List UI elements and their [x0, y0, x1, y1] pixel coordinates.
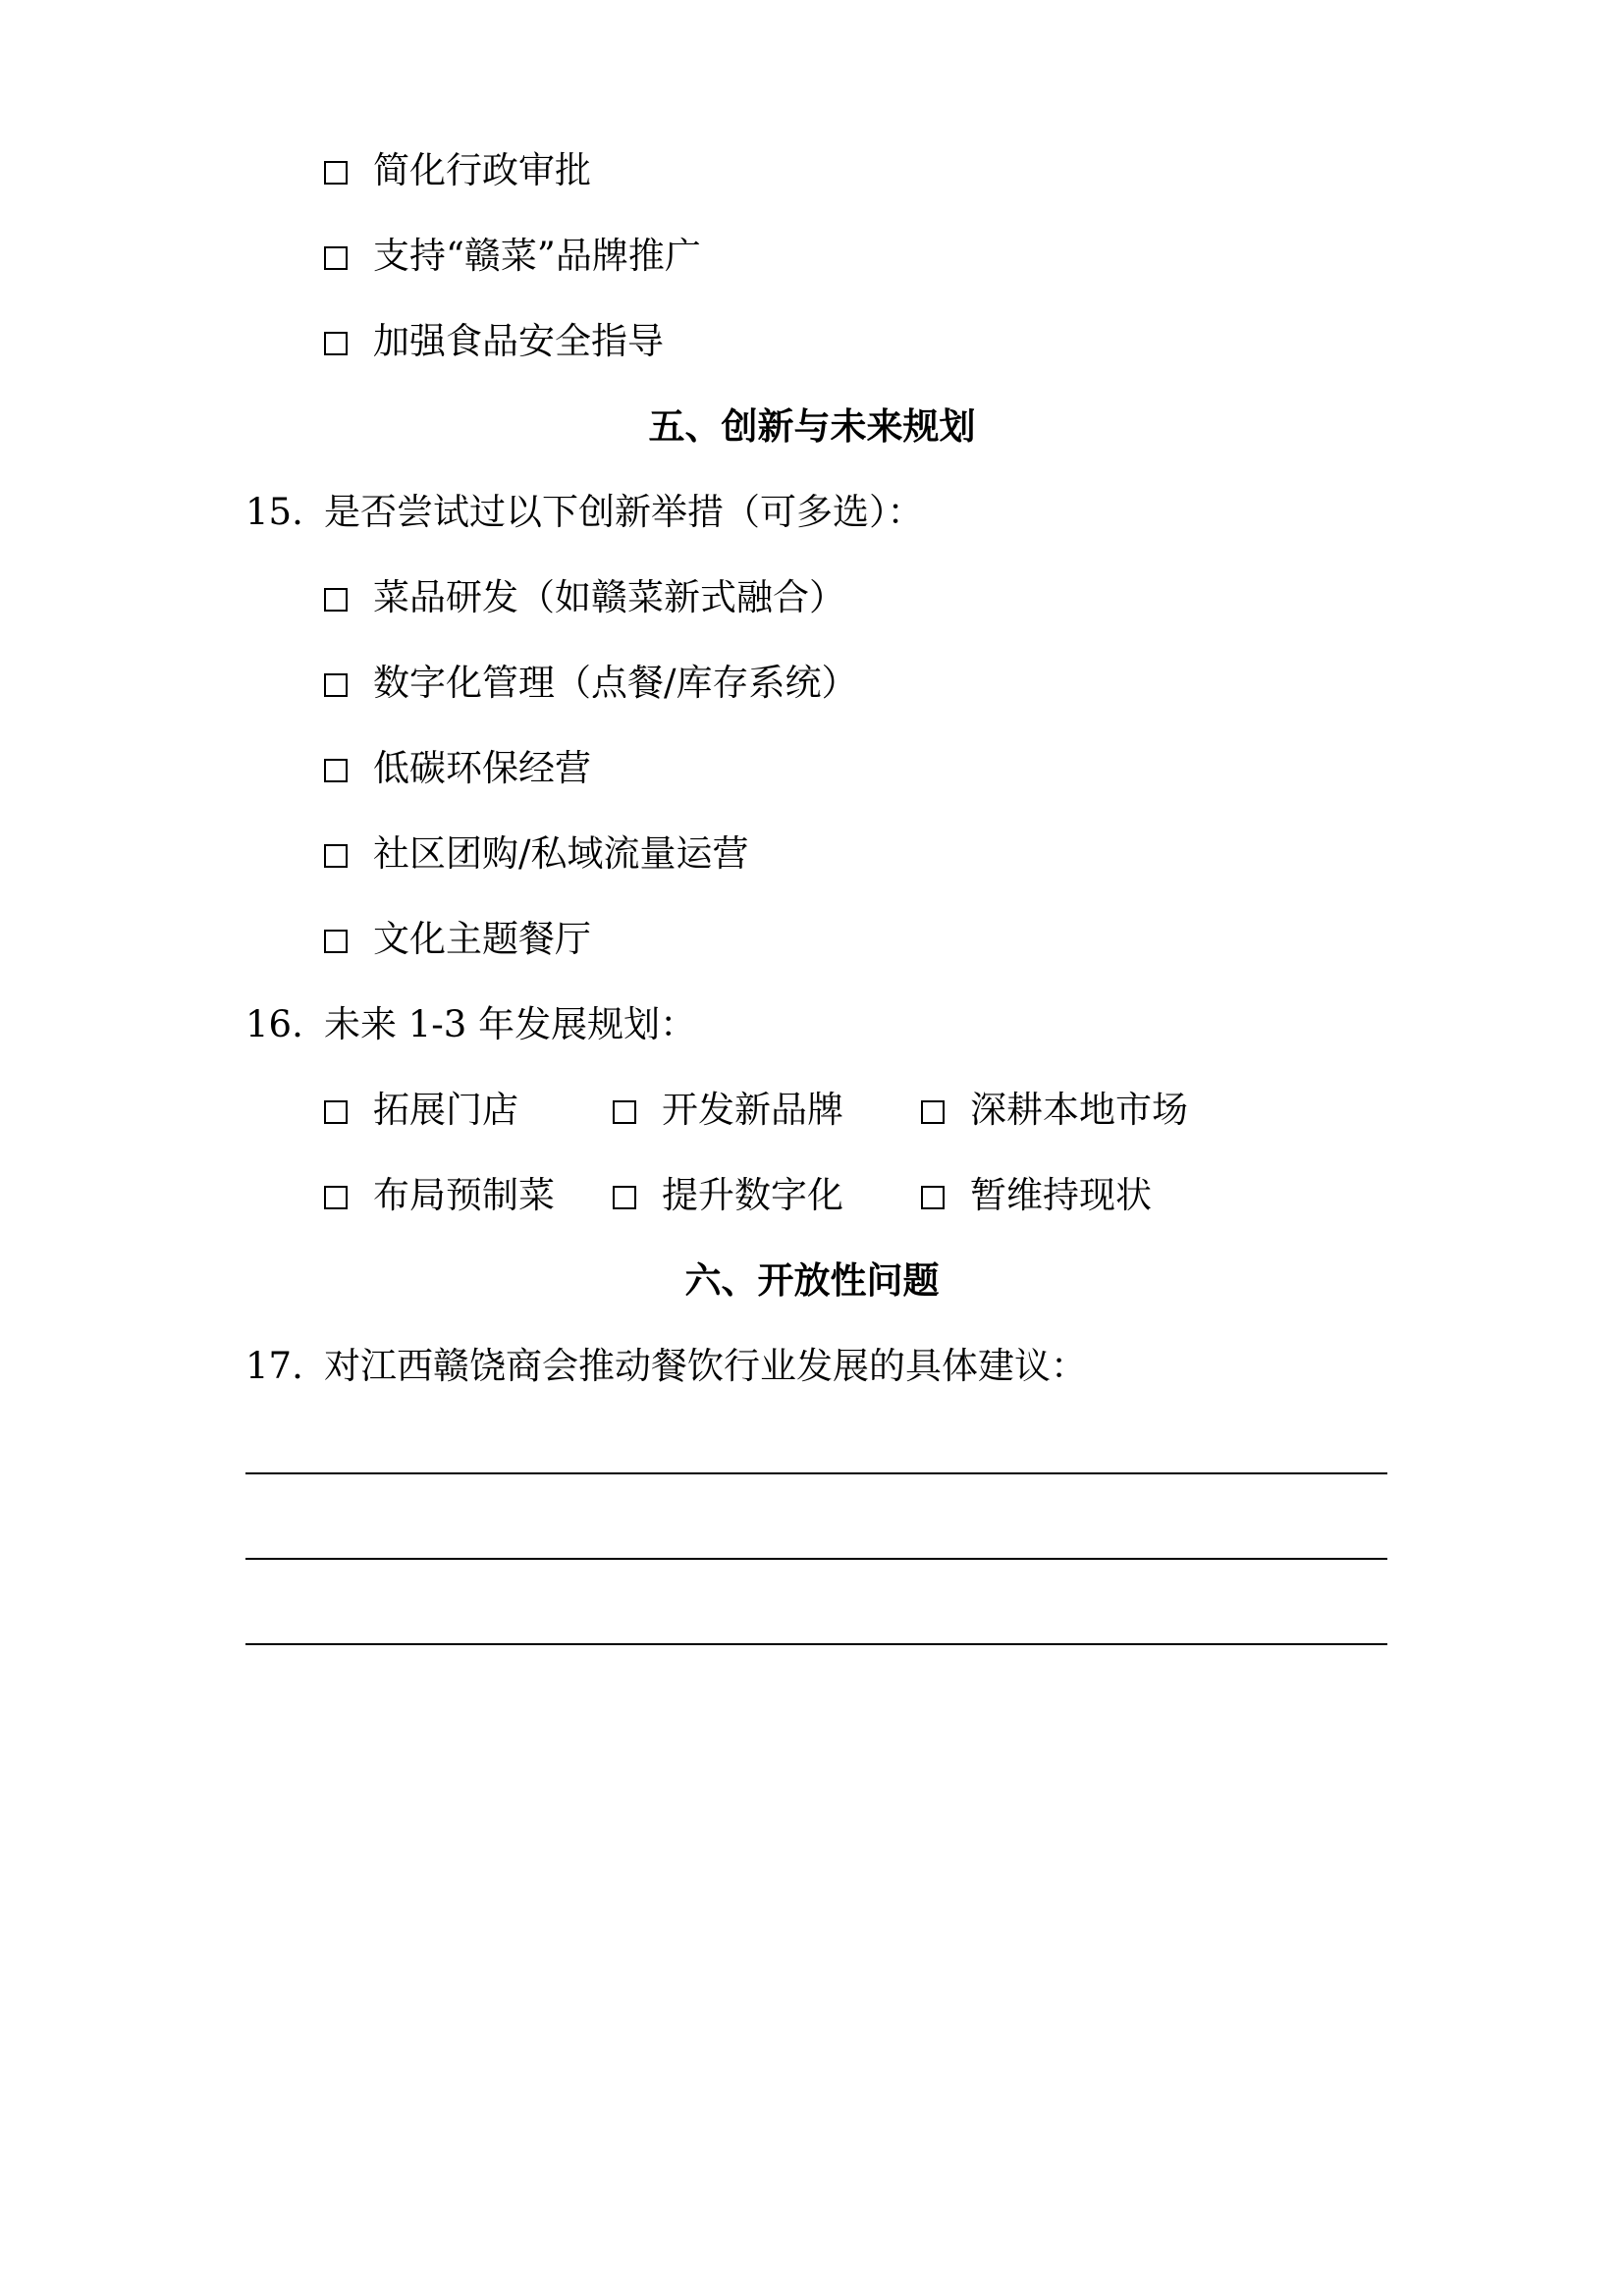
checkbox[interactable]	[613, 1100, 636, 1124]
option-local-market[interactable]: 深耕本地市场	[921, 1089, 1188, 1132]
option-expand-stores[interactable]: 拓展门店	[324, 1089, 518, 1132]
option-new-brand[interactable]: 开发新品牌	[613, 1089, 843, 1132]
section-heading-open-questions: 六、开放性问题	[684, 1259, 940, 1302]
option-improve-digitalization[interactable]: 提升数字化	[613, 1174, 843, 1217]
checkbox[interactable]	[324, 930, 348, 953]
checkbox[interactable]	[613, 1186, 636, 1209]
checkbox[interactable]	[324, 161, 348, 185]
checkbox[interactable]	[921, 1186, 945, 1209]
question-number: 17.	[245, 1345, 303, 1387]
checkbox[interactable]	[324, 844, 348, 868]
question-text: 未来 1-3 年发展规划：	[324, 1003, 697, 1045]
option-cultural-theme[interactable]: 文化主题餐厅	[324, 918, 591, 961]
answer-line-2[interactable]	[245, 1558, 1387, 1560]
question-17	[245, 1345, 1087, 1388]
option-brand-promotion[interactable]: 支持“赣菜”品牌推广	[324, 235, 701, 278]
question-16	[245, 1003, 696, 1046]
question-text: 对江西赣饶商会推动餐饮行业发展的具体建议：	[324, 1345, 1087, 1387]
question-text: 是否尝试过以下创新举措（可多选）：	[324, 491, 924, 533]
checkbox[interactable]	[324, 1100, 348, 1124]
option-food-safety[interactable]: 加强食品安全指导	[324, 320, 664, 363]
section-heading-innovation: 五、创新与未来规划	[648, 405, 976, 448]
option-maintain-status[interactable]: 暂维持现状	[921, 1174, 1152, 1217]
answer-line-3[interactable]	[245, 1643, 1387, 1645]
question-number: 16.	[245, 1003, 303, 1045]
checkbox[interactable]	[921, 1100, 945, 1124]
option-simplify-approval[interactable]: 简化行政审批	[324, 149, 591, 192]
checkbox[interactable]	[324, 246, 348, 270]
checkbox[interactable]	[324, 759, 348, 782]
question-number: 15.	[245, 491, 303, 533]
checkbox[interactable]	[324, 588, 348, 612]
question-15	[245, 491, 924, 534]
checkbox[interactable]	[324, 1186, 348, 1209]
option-low-carbon[interactable]: 低碳环保经营	[324, 747, 591, 790]
option-community-group-buying[interactable]: 社区团购/私域流量运营	[324, 832, 748, 876]
option-digital-management[interactable]: 数字化管理（点餐/库存系统）	[324, 662, 857, 705]
answer-line-1[interactable]	[245, 1472, 1387, 1474]
option-prepared-dishes[interactable]: 布局预制菜	[324, 1174, 555, 1217]
option-dish-rd[interactable]: 菜品研发（如赣菜新式融合）	[324, 576, 845, 619]
checkbox[interactable]	[324, 673, 348, 697]
checkbox[interactable]	[324, 332, 348, 355]
